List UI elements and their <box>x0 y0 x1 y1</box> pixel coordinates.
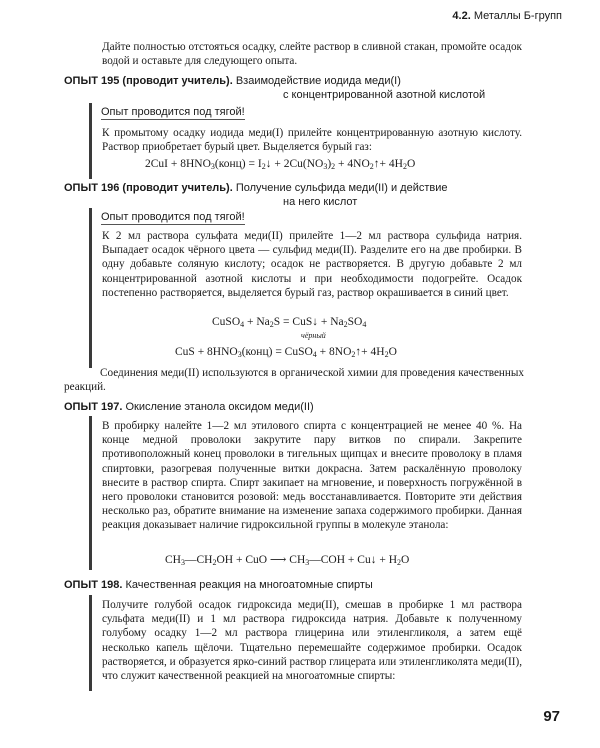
experiment-196-conclusion: Соединения меди(II) используются в органической химии для проведения качественных реакций. <box>64 367 524 394</box>
experiment-196-heading <box>64 181 544 209</box>
experiment-195-title-line2: с концентрированной азотной кислотой <box>283 89 486 101</box>
section-number: 4.2. <box>452 10 471 22</box>
equation-cui-hno3: $2CuI + 8HNO_3(конц)$ = $I_2↓ + 2Cu(NO_3)_2$ + $4NO_2↑+ 4H_2O$ <box>145 158 416 171</box>
experiment-195-text: К промытому осадку иодида меди(I) прилейте концентрированную азотную кислоту. Раствор приобретает бурый цвет. Выделяется бурый газ: <box>102 127 522 154</box>
experiment-198-title-line1: Качественная реакция на многоатомные спирты <box>125 579 373 591</box>
page-number: 97 <box>543 708 560 725</box>
running-header <box>452 10 562 22</box>
equation-ethanol-oxidation: $CH_3—CH_2OH$ + CuO ⟶ $CH_3—COH$ + Cu↓ + $H_2O$ <box>165 554 410 567</box>
experiment-197-text: В пробирку налейте 1—2 мл этилового спирта с концентрацией не менее 40 %. На конце медной проволоки закрутите пару витков по спирали. Закрепите противоположный конец проволоки в тигельных щипцах и внесите проволоку в пламя спиртовки, разогревая полученные витки докрасна. Затем раскалённую проволоку внесите в раствор спирта. Спирт закипает на мгновение, и поверхность погружённой в него проволоки становится розовой: медь восстанавливается. Повторите эти действия несколько раз, обратите внимание на изменение запаха содержимого пробирки. Данная реакция доказывает наличие гидроксильной группы в молекуле этанола: <box>102 420 522 532</box>
experiment-196-title-line1: Получение сульфида меди(II) и действие <box>235 182 448 194</box>
experiment-196-title-line2: на него кислот <box>283 196 358 208</box>
experiment-198-label: ОПЫТ 198. <box>64 579 123 591</box>
section-title: Металлы Б-групп <box>473 10 562 22</box>
experiment-196-text: К 2 мл раствора сульфата меди(II) прилейте 1—2 мл раствора сульфида натрия. Выпадает осадок чёрного цвета — сульфид меди(II). Разделите его на две пробирки. В одну добавьте соляную кислоту; осадок не растворяется. В другую добавьте 2 мл концентрированной азотной кислоты и при необходимости подогрейте. Осадок постепенно растворяется, выделяется бурый газ, раствор окрашивается в синий цвет. <box>102 230 522 299</box>
experiment-196-label: ОПЫТ 196 (проводит учитель). <box>64 182 233 194</box>
experiment-197-label: ОПЫТ 197. <box>64 401 123 413</box>
experiment-198-margin-bar <box>89 595 92 691</box>
experiment-195-heading <box>64 74 544 102</box>
experiment-197-margin-bar <box>89 416 92 570</box>
experiment-197-heading <box>64 400 544 414</box>
experiment-195-fume-hood-warning: Опыт проводится под тягой! <box>101 106 245 118</box>
intro-paragraph: Дайте полностью отстояться осадку, слейте раствор в сливной стакан, промойте осадок водой и оставьте для следующего опыта. <box>102 41 522 68</box>
experiment-196-margin-bar <box>89 208 92 368</box>
experiment-198-heading <box>64 578 544 592</box>
experiment-195-label: ОПЫТ 195 (проводит учитель). <box>64 75 233 87</box>
experiment-195-margin-bar <box>89 103 92 179</box>
equation-cuso4-na2s: CuSO$_4$ + $Na_2S$ = CuS↓ + $Na_2SO_4$ <box>212 316 367 329</box>
black-precipitate-note: чёрный <box>301 331 326 340</box>
equation-cus-hno3: CuS + $8HNO_3(конц)$ = CuSO$_4$ + $8NO_2↑+ 4H_2O$ <box>175 346 397 359</box>
experiment-196-fume-hood-warning: Опыт проводится под тягой! <box>101 211 245 223</box>
experiment-198-text: Получите голубой осадок гидроксида меди(II), смешав в пробирке 1 мл раствора сульфата меди(II) и 1 мл раствора гидроксида натрия. Добавьте к полученному голубому осадку 1—2 мл раствора глицерина или этиленгликоля, а затем ещё несколько капель щёлочи. Тщательно перемешайте содержимое пробирки. Осадок растворяется, и образуется ярко-синий раствор глицерата или этиленгликолята меди(II), что служит качественной реакцией на многоатомные спирты: <box>102 599 522 683</box>
experiment-195-title-line1: Взаимодействие иодида меди(I) <box>235 75 401 87</box>
experiment-197-title-line1: Окисление этанола оксидом меди(II) <box>125 401 314 413</box>
